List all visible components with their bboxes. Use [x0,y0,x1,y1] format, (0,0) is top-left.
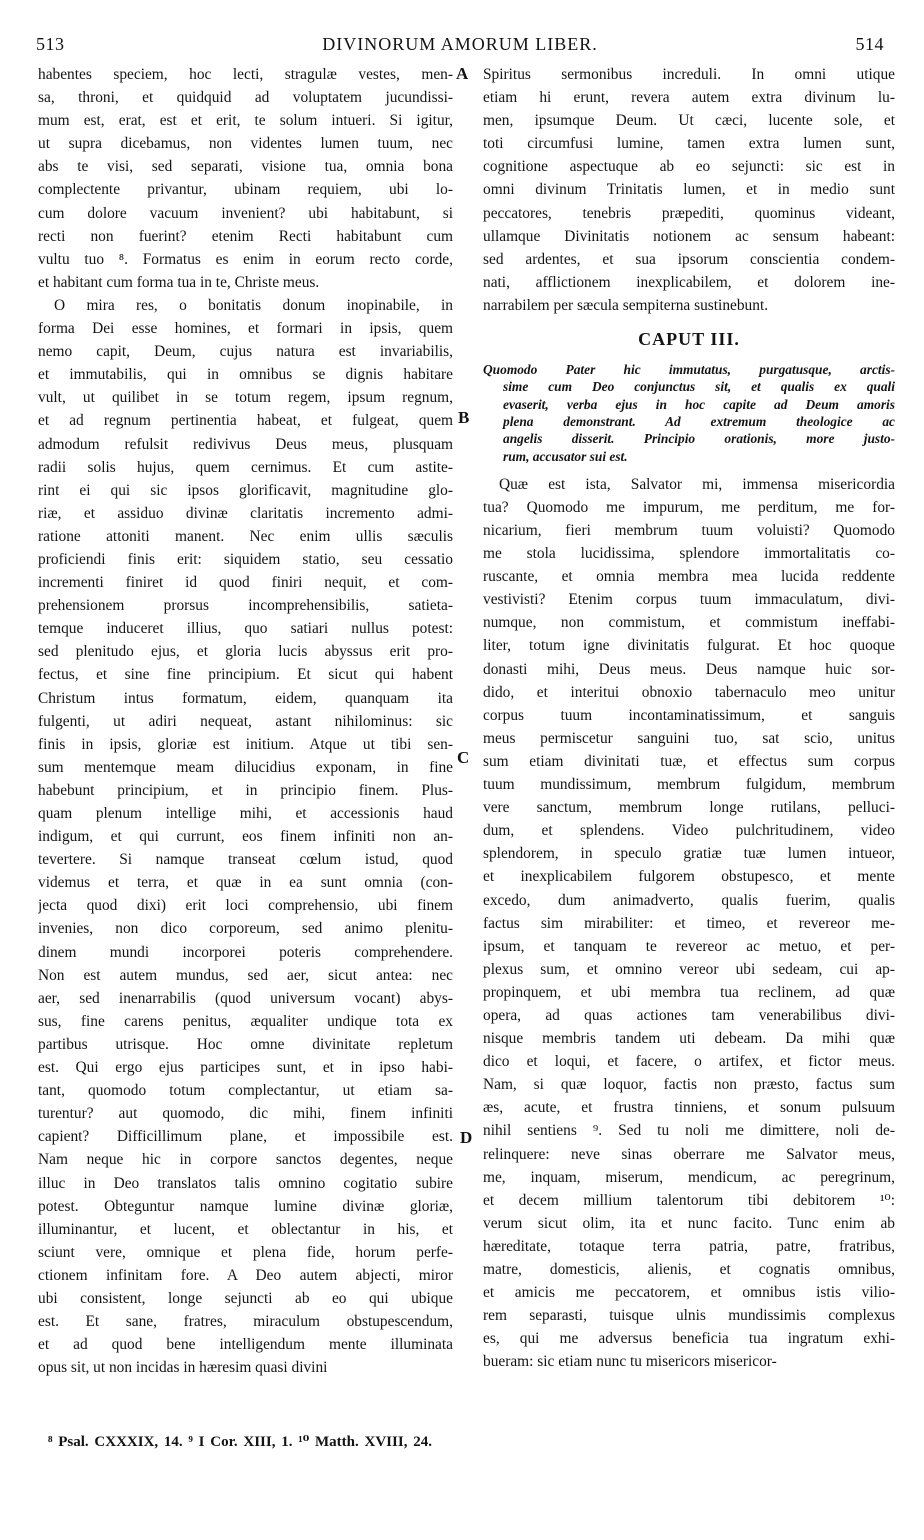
text-line: sed ardentes, et sua ipsorum conscientia condem- [483,250,895,268]
text-line: ut supra dicebamus, non videntes lumen tuum, nec [38,135,453,153]
text-line: incrementi finiret id quod finiri nequit, et com- [38,574,453,592]
text-line: vult, ut quilibet in se totum regem, ipsum regnum, [38,389,453,407]
text-line: et habitant cum forma tua in te, Christe meus. [38,273,320,291]
page-number-right: 514 [855,34,884,54]
text-line: sciunt vere, omnique et plena fide, horum perfe- [38,1243,453,1261]
text-line: men, ipsumque Deum. Ut cæci, lucente sole, et [483,112,895,130]
text-line: vere sanctum, membrum longe rutilans, pelluci- [483,799,895,817]
summary-line: plena demonstrant. Ad extremum theologice ac [503,413,895,429]
chapter-title: CAPUT III. [638,329,740,350]
margin-letter-a: A [456,64,469,83]
page-number-left: 513 [36,34,65,54]
text-line: tua? Quomodo me impurum, me perditum, me for- [483,498,895,516]
text-line: rint ei qui sic ipsos glorificavit, magnitudine glo- [38,481,453,499]
text-line: Spiritus sermonibus increduli. In omni utique [483,66,895,83]
text-line: cognitione aspectuque ab eo sejuncti: sic est in [483,158,895,176]
text-line: illuc in Deo translatos talis omnino cogitatio subire [38,1174,453,1192]
text-line: potest. Obteguntur namque lumine divinæ gloriæ, [38,1197,453,1215]
text-line: matre, domesticis, alienis, et cognatis omnibus, [483,1261,895,1278]
text-line: radii solis hujus, quem cernimus. Et cum astite- [38,458,453,476]
right-column-continuation [483,63,895,317]
text-line: sa, throni, et quidquid ad voluptatem jucundissi- [38,89,453,107]
text-line: hæreditate, totaque terra patria, patre, fratribus, [483,1237,895,1255]
text-line: finis in ipsis, gloriæ est initium. Atque ut tibi sen- [38,735,453,753]
text-line: ctionem infinitam fore. A Deo autem abjecti, miror [38,1266,453,1284]
text-line: rem separasti, tuisque ulnis mundissimis complexus [483,1307,895,1325]
text-line: Nam, si quæ loquor, factis non præsto, factus sum [483,1076,895,1094]
text-line: sed plenitudo ejus, et gloria lucis abyssus erit pro- [38,643,453,661]
margin-letter-d: D [460,1128,473,1147]
text-line: Quæ est ista, Salvator mi, immensa misericordia [499,475,895,493]
text-line: mum est, erat, est et erit, te solum intueri. Si igitur, [38,112,453,130]
text-line: nicarium, fieri membrum tuum voluisti? Quomodo [483,522,895,539]
text-line: forma Dei esse homines, et formari in ipsis, quem [38,320,453,338]
text-line: relinquere: neve sinas oberrare me Salvator meus, [483,1145,895,1163]
margin-letter-c: C [457,748,470,767]
text-line: etiam hi erunt, revera autem extra divinum lu- [483,89,895,107]
text-line: tant, quomodo totum complectantur, ut etiam sa- [38,1082,453,1100]
text-line: et ad regnum pertinentia habeat, et fulgeat, quem [38,412,453,430]
footnotes: ⁸ Psal. CXXXIX, 14. ⁹ I Cor. XIII, 1. ¹⁰ Matth. XVIII, 24. [48,1434,432,1450]
text-line: plexus sum, et omnino vereor ubi sedeam, cui ap- [483,960,895,978]
text-line: partibus utrisque. Hoc omne divinitate repletum [38,1035,453,1053]
summary-line: angelis disserit. Principio orationis, more justo- [503,431,895,447]
summary-line: sime cum Deo conjunctus sit, et qualis ex quali [503,379,895,395]
chapter-body [483,473,895,1374]
summary-line: evaserit, verba ejus in hoc capite ad Deum amoris [503,396,895,412]
text-line: tuum mundissimum, membrum fulgidum, membrum [483,776,895,794]
text-line: ruscante, et omnia membra mea lucida reddente [483,568,895,586]
text-line: ullamque Divinitatis notionem ac sensum habeant: [483,227,895,245]
text-line: admodum refulsit redivivus Deus meus, plusquam [38,435,453,453]
text-line: dido, et interitui obnoxio tabernaculo meo unitur [483,683,895,701]
text-line: habentes speciem, hoc lecti, stragulæ vestes, men- [38,66,453,83]
text-line: cum dolore vacuum invenient? ubi habitabunt, si [38,204,453,222]
text-line: propinquem, et ubi membra tua reclinem, ad quæ [483,983,895,1001]
text-line: excedo, dum animadverto, qualis fuerim, qualis [483,891,895,909]
text-line: numque, non commistum, et commistum ineffabi- [483,614,895,632]
text-line: es, qui me adversus beneficia tua ingratum exhi- [483,1330,895,1348]
text-line: videmus et terra, et quæ in ea sunt omnia (con- [38,874,453,892]
text-line: opera, ad quas actiones tam venerabilibus divi- [483,1006,895,1024]
text-line: dum, et splendens. Video pulchritudinem, video [483,822,895,840]
text-line: illuminantur, et lucent, et oblectantur in his, et [38,1220,453,1238]
text-line: meus permiscetur sanguini tuo, sat scio, unitus [483,729,895,747]
text-line: riæ, et assiduo divinæ claritatis incremento admi- [38,504,453,522]
right-column [483,63,895,1373]
text-line: me, inquam, miserum, mendicum, ac peregrinum, [483,1168,895,1186]
margin-letter-b: B [458,408,470,427]
text-line: Christum intus formatum, eidem, quanquam ita [38,689,453,707]
text-line: temque induceret illius, quo satiari nullus potest: [38,620,453,638]
text-line: prehensionem prorsus incomprehensibilis, satieta- [38,597,453,615]
text-line: opus sit, ut non incidas in hæresim quasi divini [38,1359,328,1377]
text-line: invenies, non dico corporeum, sed animo plenitu- [38,920,453,938]
text-line: aer, sed inenarrabilis (quod universum vocant) abys- [38,989,453,1007]
text-line: peccatores, tenebris præpediti, quominus videant, [483,204,895,222]
text-line: donasti mihi, Deus meus. Deus namque huic sor- [483,660,895,678]
text-line: nihil sentiens ⁹. Sed tu noli me dimittere, noli de- [483,1122,895,1140]
text-line: quam plenum intellige mihi, et accessionis haud [38,805,453,822]
text-line: habebunt principium, et in principio finem. Plus- [38,781,453,799]
text-line: dinem mundi incorporei poteris comprehendere. [38,943,453,961]
summary-line: rum, accusator sui est. [503,448,628,464]
chapter-summary [483,361,895,465]
text-line: Non est autem mundus, sed aer, sicut antea: nec [38,966,453,984]
text-line: splendorem, in speculo gratiæ tuæ lumen intueor, [483,845,895,863]
text-line: vestivisti? Etenim corpus tuum immaculatum, divi- [483,591,895,609]
text-line: corpus tuum incontaminatissimum, et sanguis [483,706,895,724]
text-line: nemo capit, Deum, cujus natura est invariabilis, [38,343,453,361]
text-line: est. Et sane, fratres, miraculum obstupescendum, [38,1313,453,1331]
text-line: proficiendi finis erit: siquidem statio, seu cessatio [38,550,453,568]
text-line: vultu tuo ⁸. Formatus es enim in eorum recto corde, [38,250,453,268]
text-line: sum etiam divinitati tuæ, et effectus sum corpus [483,752,895,770]
text-line: jecta quod dixi) erit loci comprehensio, ubi finem [38,897,453,915]
text-line: est. Qui ergo ejus participes sunt, et in ipso habi- [38,1059,453,1077]
text-line: capient? Difficillimum plane, et impossibile est. [38,1128,453,1146]
text-line: et amicis me peccatorem, et omnibus istis vilio- [483,1284,895,1302]
text-line: turentur? aut quomodo, dic mihi, finem infiniti [38,1105,453,1123]
text-line: et decem millium talentorum tibi debitorem ¹⁰: [483,1191,895,1209]
text-line: recti non fuerint? etenim Recti habitabunt cum [38,227,453,245]
text-line: bueram: sic etiam nunc tu misericors misericor- [483,1353,777,1371]
left-column [38,63,453,1379]
text-line: Nam neque hic in corpore sanctos degentes, neque [38,1151,453,1169]
text-line: ratione attoniti manent. Nec enim ullis sæculis [38,527,453,545]
text-line: nati, afflictionem inexplicabilem, et dolorem ine- [483,273,895,291]
text-line: dico et loqui, et facere, o artifex, et fictor meus. [483,1053,895,1071]
text-line: O mira res, o bonitatis donum inopinabile, in [54,296,453,314]
text-line: fulgenti, ut adiri nequeat, astant nihilominus: sic [38,712,453,730]
text-line: narrabilem per sæcula sempiterna sustinebunt. [483,296,769,314]
text-line: sus, fine carens penitus, æqualiter undique tota ex [38,1012,453,1030]
text-line: tevertere. Si namque transeat cœlum istud, quod [38,851,453,869]
text-line: ipsum, et tanquam te revereor ac metuo, et per- [483,937,895,955]
text-line: fectus, et sine fine principium. Et sicut qui habent [38,666,453,684]
text-line: abs te visi, sed separati, visione tua, omnia bona [38,158,453,176]
text-line: ubi consistent, longe sejuncti ab eo qui ubique [38,1289,453,1307]
text-line: æs, acute, et frustra tinniens, et sonum pulsuum [483,1099,895,1117]
text-line: nisque membris tandem uti debeam. Da mihi quæ [483,1030,895,1048]
text-line: complectente privantur, ubinam requiem, ubi lo- [38,181,453,199]
text-line: indigum, et qui currunt, eos finem infiniti non an- [38,828,453,846]
text-line: et immutabilis, qui in omnibus se dignis habitare [38,366,453,384]
text-line: liter, totum igne divinitatis fulgurat. Et hoc quoque [483,637,895,655]
text-line: toti circumfusi lumine, tamen extra lumen sunt, [483,135,895,153]
running-header [36,34,884,58]
summary-line: Quomodo Pater hic immutatus, purgatusque, arctis- [483,362,895,378]
text-line: et inexplicabilem fulgorem obstupesco, et mente [483,868,895,886]
text-line: omni divinum Trinitatis lumen, et in medio sunt [483,181,895,199]
text-line: et ad quod bene intelligendum mente illuminata [38,1336,453,1354]
text-line: sum mentemque meam dilucidius exponam, in fine [38,758,453,776]
text-line: factus sim mirabiliter: et timeo, et revereor me- [483,914,895,932]
text-line: verum sicut olim, ita et nunc facito. Tunc enim ab [483,1214,895,1232]
text-line: me stola lucidissima, splendore immortalitatis co- [483,545,895,563]
running-title: DIVINORUM AMORUM LIBER. [322,34,598,54]
